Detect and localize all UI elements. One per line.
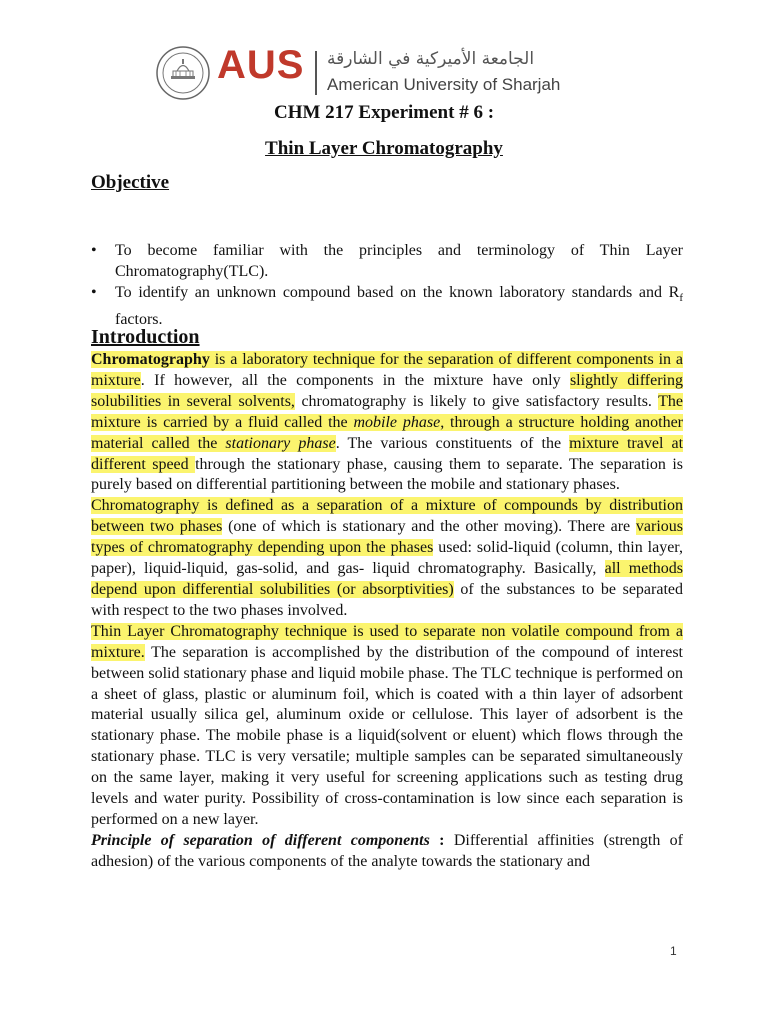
text-run: The separation is accomplished by the distribution of the compound of interest between solid stationary phase and liquid mobile phase. The TLC technique is performed on a sheet of glass, plastic or aluminum foil, which is coated with a thin layer of adsorbent material usually silica gel, aluminum oxide or cellulose. This layer of adsorbent is the stationary phase. The mobile phase is a liquid(solvent or eluent) which flows through the stationary phase. TLC is very versatile; multiple samples can be separated simultaneously on the same layer, making it very useful for screening applications such as testing drug levels and water purity. Possibility of cross-contamination is low since each separation is performed on a new layer.: [91, 643, 683, 828]
text-run: used: solid-liquid (column, thin layer, paper), liquid-liquid, gas-solid, and gas- liquid chromatography. Basically,: [91, 539, 683, 578]
objective-text: To identify an unknown compound based on the known laboratory standards and R: [115, 284, 680, 301]
highlight-italic: stationary phase: [225, 434, 336, 452]
paragraph: [91, 622, 683, 831]
paragraph: [91, 831, 683, 873]
list-item: [91, 240, 683, 282]
text-run: of the substances to be separated with respect to the two phases involved.: [91, 580, 684, 619]
highlight: Chromatography is defined as a separation of a mixture of compounds by distribution between two phases: [91, 497, 683, 536]
highlight: all methods depend upon differential solubilities (or absorptivities): [91, 560, 683, 598]
university-name-arabic: الجامعة الأميركية في الشارقة: [327, 49, 535, 69]
experiment-number: CHM 217 Experiment # 6 :: [273, 102, 495, 123]
highlight: Thin Layer Chromatography technique is used to separate non volatile compound from a mixture.: [91, 622, 683, 661]
principle-label: Principle of separation of different components: [91, 831, 430, 849]
highlight: The mixture is carried by a fluid called the: [91, 392, 684, 431]
objective-heading: Objective: [91, 172, 170, 193]
text-run: (one of which is stationary and the other moving). There are: [222, 518, 636, 536]
introduction-heading: Introduction: [91, 326, 200, 348]
logo-wordmark: AUS: [217, 43, 305, 87]
objective-text-end: factors.: [115, 311, 163, 329]
text-run: Differential affinities (strength of adhesion) of the various components of the analyte towards the stationary and: [91, 831, 683, 870]
highlight: Chromatography: [91, 351, 210, 368]
aus-seal-icon: [155, 45, 211, 101]
university-logo: [155, 43, 561, 107]
text-run: :: [429, 831, 454, 849]
objective-list: [91, 240, 683, 330]
introduction-body: [91, 350, 683, 873]
paragraph: [91, 350, 683, 496]
highlight: various types of chromatography depending upon the phases: [91, 518, 683, 557]
text-run: . The various constituents of the: [335, 434, 570, 452]
subscript-f: f: [679, 292, 683, 305]
highlight-italic: mobile phase: [353, 413, 441, 431]
highlight: is a laboratory technique for the separation of different components in a mixture: [91, 351, 683, 389]
page-number: 1: [670, 944, 677, 958]
experiment-title: Thin Layer Chromatography: [265, 138, 503, 159]
paragraph: [91, 496, 683, 621]
text-run: chromatography is likely to give satisfactory results.: [294, 392, 659, 410]
highlight: mixture travel at different speed: [91, 434, 684, 473]
list-item: [91, 282, 683, 330]
logo-divider: [315, 51, 317, 95]
university-name: American University of Sharjah: [327, 75, 561, 94]
objective-text: To become familiar with the principles and terminology of Thin Layer Chromatography(TLC).: [115, 242, 683, 280]
text-run: . If however, all the components in the mixture have only: [140, 371, 570, 389]
highlight: slightly differing solubilities in several solvents,: [91, 371, 683, 410]
text-run: through the stationary phase, causing them to separate. The separation is purely based on differential partitioning between the mobile and stationary phases.: [91, 455, 683, 494]
highlight: , through a structure holding another material called the: [91, 413, 684, 452]
